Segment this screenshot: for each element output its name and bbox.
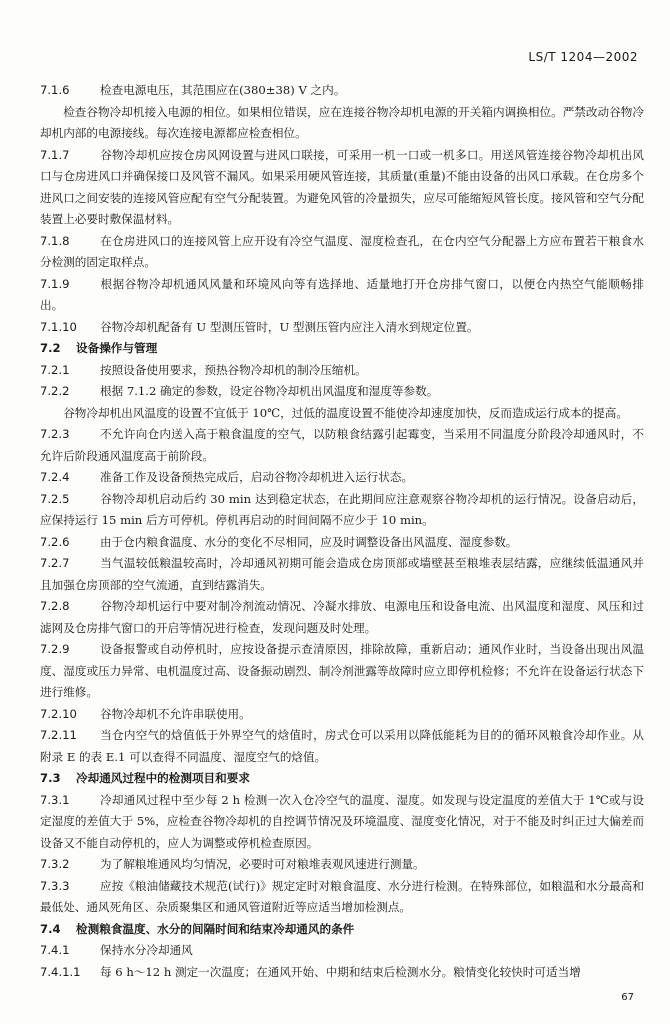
clause-number: 7.2.2 (40, 384, 70, 398)
clause-text: 谷物冷却机出风温度的设置不宜低于 10℃，过低的温度设置不能使冷却速度加快，反而造成运行成本的提高。 (63, 405, 628, 420)
clause-text: 应按《粮油储藏技术规范(试行)》规定定时对粮食温度、水分进行检测。在特殊部位，如粮温和水分最高和最低处、通风死角区、杂质聚集区和通风管道附近等应适当增加检测点。 (40, 878, 644, 914)
clause-paragraph (40, 596, 644, 639)
clause-text: 谷物冷却机启动后约 30 min 达到稳定状态，在此期间应注意观察谷物冷却机的运行情况。设备启动后，应保持运行 15 min 后方可停机。停机再启动的时间间隔不应少于 10 min。 (40, 491, 644, 527)
document-body (40, 80, 644, 983)
clause-number: 7.2.7 (40, 556, 70, 570)
clause-text: 根据 7.1.2 确定的参数，设定谷物冷却机出风温度和湿度等参数。 (100, 384, 439, 398)
clause-text: 保持水分冷却通风 (100, 943, 193, 957)
clause-number: 7.2.9 (40, 642, 70, 656)
clause-number: 7.1.6 (40, 83, 70, 97)
clause-text: 冷却通风过程中的检测项目和要求 (76, 771, 250, 785)
clause-text: 设备报警或自动停机时，应按设备提示查清原因，排除故障，重新启动；通风作业时，当设备出现出风温度、湿度或压力异常、电机温度过高、设备振动剧烈、制冷剂泄露等故障时应立即停机检修；不允许在设备运行状态下进行维修。 (40, 642, 644, 699)
clause-paragraph (40, 80, 644, 102)
clause-paragraph (40, 553, 644, 596)
clause-text: 准备工作及设备预热完成后，启动谷物冷却机进入运行状态。 (100, 470, 414, 484)
clause-number: 7.1.8 (40, 233, 70, 248)
clause-paragraph (40, 424, 644, 467)
clause-number: 7.2.4 (40, 470, 70, 484)
clause-paragraph (40, 145, 644, 231)
clause-text: 谷物冷却机配备有 U 型测压管时，U 型测压管内应注入清水到规定位置。 (100, 319, 479, 334)
clause-paragraph (40, 381, 644, 403)
clause-text: 谷物冷却机不允许串联使用。 (100, 706, 251, 721)
clause-text: 根据谷物冷却机通风风量和环境风向等有选择地、适量地打开仓房排气窗口，以便仓内热空气能顺畅排出。 (40, 276, 644, 312)
clause-paragraph (40, 876, 644, 919)
clause-number: 7.2.11 (40, 728, 77, 742)
clause-text: 检查谷物冷却机接入电源的相位。如果相位错误，应在连接谷物冷却机电源的开关箱内调换相位。严禁改动谷物冷却机内部的电源接线。每次连接电源都应检查相位。 (40, 104, 644, 140)
clause-number: 7.2.6 (40, 534, 70, 549)
clause-paragraph (40, 639, 644, 704)
clause-text: 谷物冷却机应按仓房风网设置与进风口联接，可采用一机一口或一机多口。用送风管连接谷物冷却机出风口与仓房进风口并确保接口及风管不漏风。如果采用硬风管连接，其质量(重量)不能由设备的出风口承载。在仓房多个进风口之间安装的连接风管应配有空气分配装置。为避免风管的冷量损失，应尽可能缩短风管长度。接风管和空气分配装置上必要时敷保温材料。 (40, 147, 644, 226)
clause-number: 7.3.1 (40, 792, 70, 807)
section-heading (40, 338, 644, 360)
clause-paragraph (40, 467, 644, 489)
clause-paragraph (40, 360, 644, 382)
clause-text: 检测粮食温度、水分的间隔时间和结束冷却通风的条件 (76, 921, 355, 936)
clause-paragraph (40, 403, 644, 425)
clause-number: 7.1.10 (40, 319, 77, 334)
clause-text: 为了解粮堆通风均匀情况，必要时可对粮堆表观风速进行测量。 (100, 857, 425, 871)
clause-number: 7.4 (40, 921, 61, 936)
clause-paragraph (40, 489, 644, 532)
clause-text: 在仓房进风口的连接风管上应开设有冷空气温度、湿度检查孔，在仓内空气分配器上方应布置若干粮食水分检测的固定取样点。 (40, 233, 644, 269)
clause-text: 按照设备使用要求，预热谷物冷却机的制冷压缩机。 (100, 362, 367, 377)
clause-paragraph (40, 102, 644, 145)
clause-number: 7.4.1 (40, 943, 70, 957)
clause-text: 谷物冷却机运行中要对制冷剂流动情况、冷凝水排放、电源电压和设备电流、出风温度和湿度、风压和过滤网及仓房排气窗口的开启等情况进行检查，发现问题及时处理。 (40, 599, 644, 635)
page-number: 67 (621, 992, 634, 1003)
clause-text: 每 6 h～12 h 测定一次温度；在通风开始、中期和结束后检测水分。粮情变化较快时可适当增 (100, 964, 581, 979)
clause-text: 当仓内空气的焓值低于外界空气的焓值时，房式仓可以采用以降低能耗为目的的循环风粮食冷却作业。从附录 E 的表 E.1 可以查得不同温度、湿度空气的焓值。 (40, 728, 644, 764)
clause-number: 7.1.9 (40, 276, 70, 291)
section-heading (40, 919, 644, 941)
clause-number: 7.3 (40, 771, 61, 785)
clause-paragraph (40, 854, 644, 876)
clause-number: 7.2.1 (40, 362, 70, 377)
clause-number: 7.3.3 (40, 878, 70, 893)
clause-paragraph (40, 725, 644, 768)
clause-paragraph (40, 790, 644, 855)
section-heading (40, 768, 644, 790)
clause-number: 7.2.10 (40, 706, 77, 721)
clause-text: 检查电源电压，其范围应在(380±38) V 之内。 (100, 83, 346, 97)
clause-number: 7.2.3 (40, 427, 70, 441)
clause-text: 当气温较低粮温较高时，冷却通风初期可能会造成仓房顶部或墙壁甚至粮堆表层结露，应继续低温通风并且加强仓房顶部的空气流通，直到结露消失。 (40, 556, 644, 592)
clause-number: 7.4.1.1 (40, 964, 81, 979)
clause-paragraph (40, 962, 644, 984)
clause-number: 7.2.5 (40, 491, 70, 506)
clause-paragraph (40, 317, 644, 339)
clause-paragraph (40, 231, 644, 274)
clause-text: 冷却通风过程中至少每 2 h 检测一次入仓冷空气的温度、湿度。如发现与设定温度的差值大于 1℃或与设定湿度的差值大于 5%，应检查谷物冷却机的自控调节情况及环境温度、湿度变化情况，对于不能及时纠正过大偏差而设备又不能自动停机的，应人为调整或停机检查原因。 (40, 792, 644, 850)
clause-paragraph (40, 704, 644, 726)
clause-paragraph (40, 940, 644, 962)
clause-number: 7.2 (40, 341, 61, 355)
clause-number: 7.1.7 (40, 147, 70, 162)
clause-text: 设备操作与管理 (76, 341, 158, 355)
standard-code: LS/T 1204—2002 (528, 50, 638, 64)
clause-paragraph (40, 532, 644, 554)
clause-text: 不允许向仓内送入高于粮食温度的空气，以防粮食结露引起霉变，当采用不同温度分阶段冷却通风时，不允许后阶段通风温度高于前阶段。 (40, 427, 644, 463)
clause-number: 7.3.2 (40, 857, 70, 871)
clause-paragraph (40, 274, 644, 317)
clause-text: 由于仓内粮食温度、水分的变化不尽相同，应及时调整设备出风温度、湿度参数。 (100, 534, 518, 549)
clause-number: 7.2.8 (40, 599, 70, 613)
